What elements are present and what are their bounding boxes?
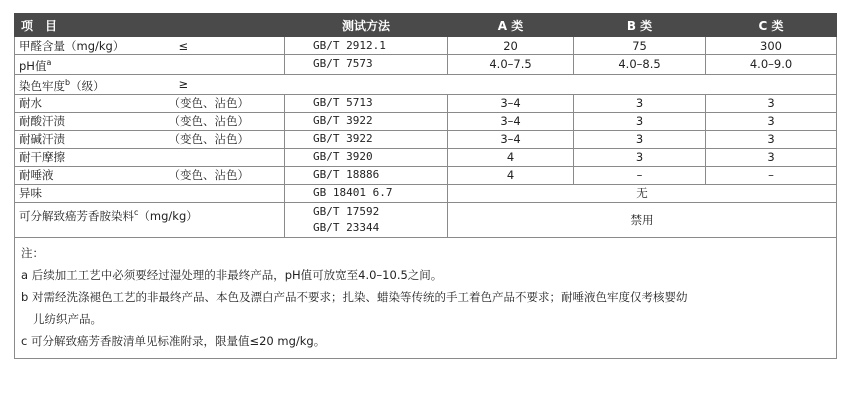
row-condition: ≤	[165, 37, 285, 55]
standards-table-container	[14, 13, 836, 359]
row-method: GB/T 3922	[285, 112, 448, 130]
cell-class-b: 75	[574, 37, 706, 55]
cell-class-a: 3–4	[448, 94, 574, 112]
table-row	[15, 94, 837, 112]
table-row	[15, 55, 837, 75]
table-row	[15, 184, 837, 202]
cell-class-b: 3	[574, 94, 706, 112]
row-condition	[165, 148, 285, 166]
method-line: GB/T 23344	[313, 220, 380, 234]
row-label	[15, 74, 165, 94]
table-row	[15, 74, 837, 94]
row-condition: （变色、沾色）	[165, 94, 285, 112]
footnote-marker: a	[46, 58, 52, 67]
cell-all-classes: 无	[448, 184, 837, 202]
textile-safety-table	[14, 13, 837, 359]
footnote-marker: b	[65, 77, 71, 87]
footnote-marker: c	[134, 207, 139, 217]
table-row	[15, 130, 837, 148]
row-condition: （变色、沾色）	[165, 112, 285, 130]
row-label: 耐唾液	[15, 166, 165, 184]
cell-class-c: –	[706, 166, 837, 184]
cell-class-a: 4.0–7.5	[448, 55, 574, 75]
row-label: 耐碱汗渍	[15, 130, 165, 148]
row-label-unit: （级）	[70, 78, 105, 93]
cell-class-a: 4	[448, 166, 574, 184]
method-line: GB/T 17592	[313, 204, 380, 218]
cell-class-c: 300	[706, 37, 837, 55]
row-label-unit: （mg/kg）	[138, 208, 198, 223]
row-condition: （变色、沾色）	[165, 130, 285, 148]
row-method: GB/T 3922	[285, 130, 448, 148]
note-b-continued: 儿纺织产品。	[33, 311, 102, 326]
row-label-text: 染色牢度	[19, 78, 65, 93]
cell-class-c: 3	[706, 94, 837, 112]
notes-row	[15, 237, 837, 358]
row-method: GB/T 7573	[285, 55, 448, 75]
row-method: GB/T 3920	[285, 148, 448, 166]
row-label: 甲醛含量（mg/kg）	[15, 37, 165, 55]
table-row	[15, 148, 837, 166]
row-label-text: pH值	[19, 58, 47, 73]
table-header-row	[15, 14, 837, 37]
header-method: 测试方法	[285, 14, 448, 37]
cell-class-b: 3	[574, 148, 706, 166]
cell-class-c: 3	[706, 148, 837, 166]
row-method	[285, 202, 448, 237]
cell-class-c: 4.0–9.0	[706, 55, 837, 75]
row-label: 耐干摩擦	[15, 148, 165, 166]
cell-class-a: 3–4	[448, 130, 574, 148]
row-method: GB/T 2912.1	[285, 37, 448, 55]
row-label: 异味	[15, 184, 285, 202]
header-class-b: B 类	[574, 14, 706, 37]
row-condition: （变色、沾色）	[165, 166, 285, 184]
cell-class-a: 20	[448, 37, 574, 55]
cell-all-classes: 禁用	[448, 202, 837, 237]
cell-class-b: 4.0–8.5	[574, 55, 706, 75]
row-condition: ≥	[165, 74, 837, 94]
row-label: 耐水	[15, 94, 165, 112]
cell-class-b: –	[574, 166, 706, 184]
table-row	[15, 166, 837, 184]
row-label-text: 可分解致癌芳香胺染料	[19, 208, 134, 223]
notes-title: 注：	[21, 245, 44, 260]
row-label	[15, 55, 285, 75]
table-row	[15, 112, 837, 130]
cell-class-a: 4	[448, 148, 574, 166]
note-c: c 可分解致癌芳香胺清单见标准附录，限量值≤20 mg/kg。	[21, 333, 326, 348]
cell-class-c: 3	[706, 130, 837, 148]
header-item: 项 目	[15, 14, 285, 37]
row-method: GB/T 5713	[285, 94, 448, 112]
note-a: a 后续加工工艺中必须要经过湿处理的非最终产品，pH值可放宽至4.0–10.5之间。	[21, 267, 443, 282]
note-b: b 对需经洗涤褪色工艺的非最终产品、本色及漂白产品不要求；扎染、蜡染等传统的手工着色产品不要求；耐唾液色牢度仅考核婴幼	[21, 289, 688, 304]
cell-class-c: 3	[706, 112, 837, 130]
cell-class-b: 3	[574, 112, 706, 130]
row-label	[15, 202, 285, 237]
table-row	[15, 37, 837, 55]
table-row	[15, 202, 837, 237]
cell-class-b: 3	[574, 130, 706, 148]
header-class-c: C 类	[706, 14, 837, 37]
row-method: GB 18401 6.7	[285, 184, 448, 202]
cell-class-a: 3–4	[448, 112, 574, 130]
notes-cell	[15, 237, 837, 358]
row-method: GB/T 18886	[285, 166, 448, 184]
header-class-a: A 类	[448, 14, 574, 37]
row-label: 耐酸汗渍	[15, 112, 165, 130]
